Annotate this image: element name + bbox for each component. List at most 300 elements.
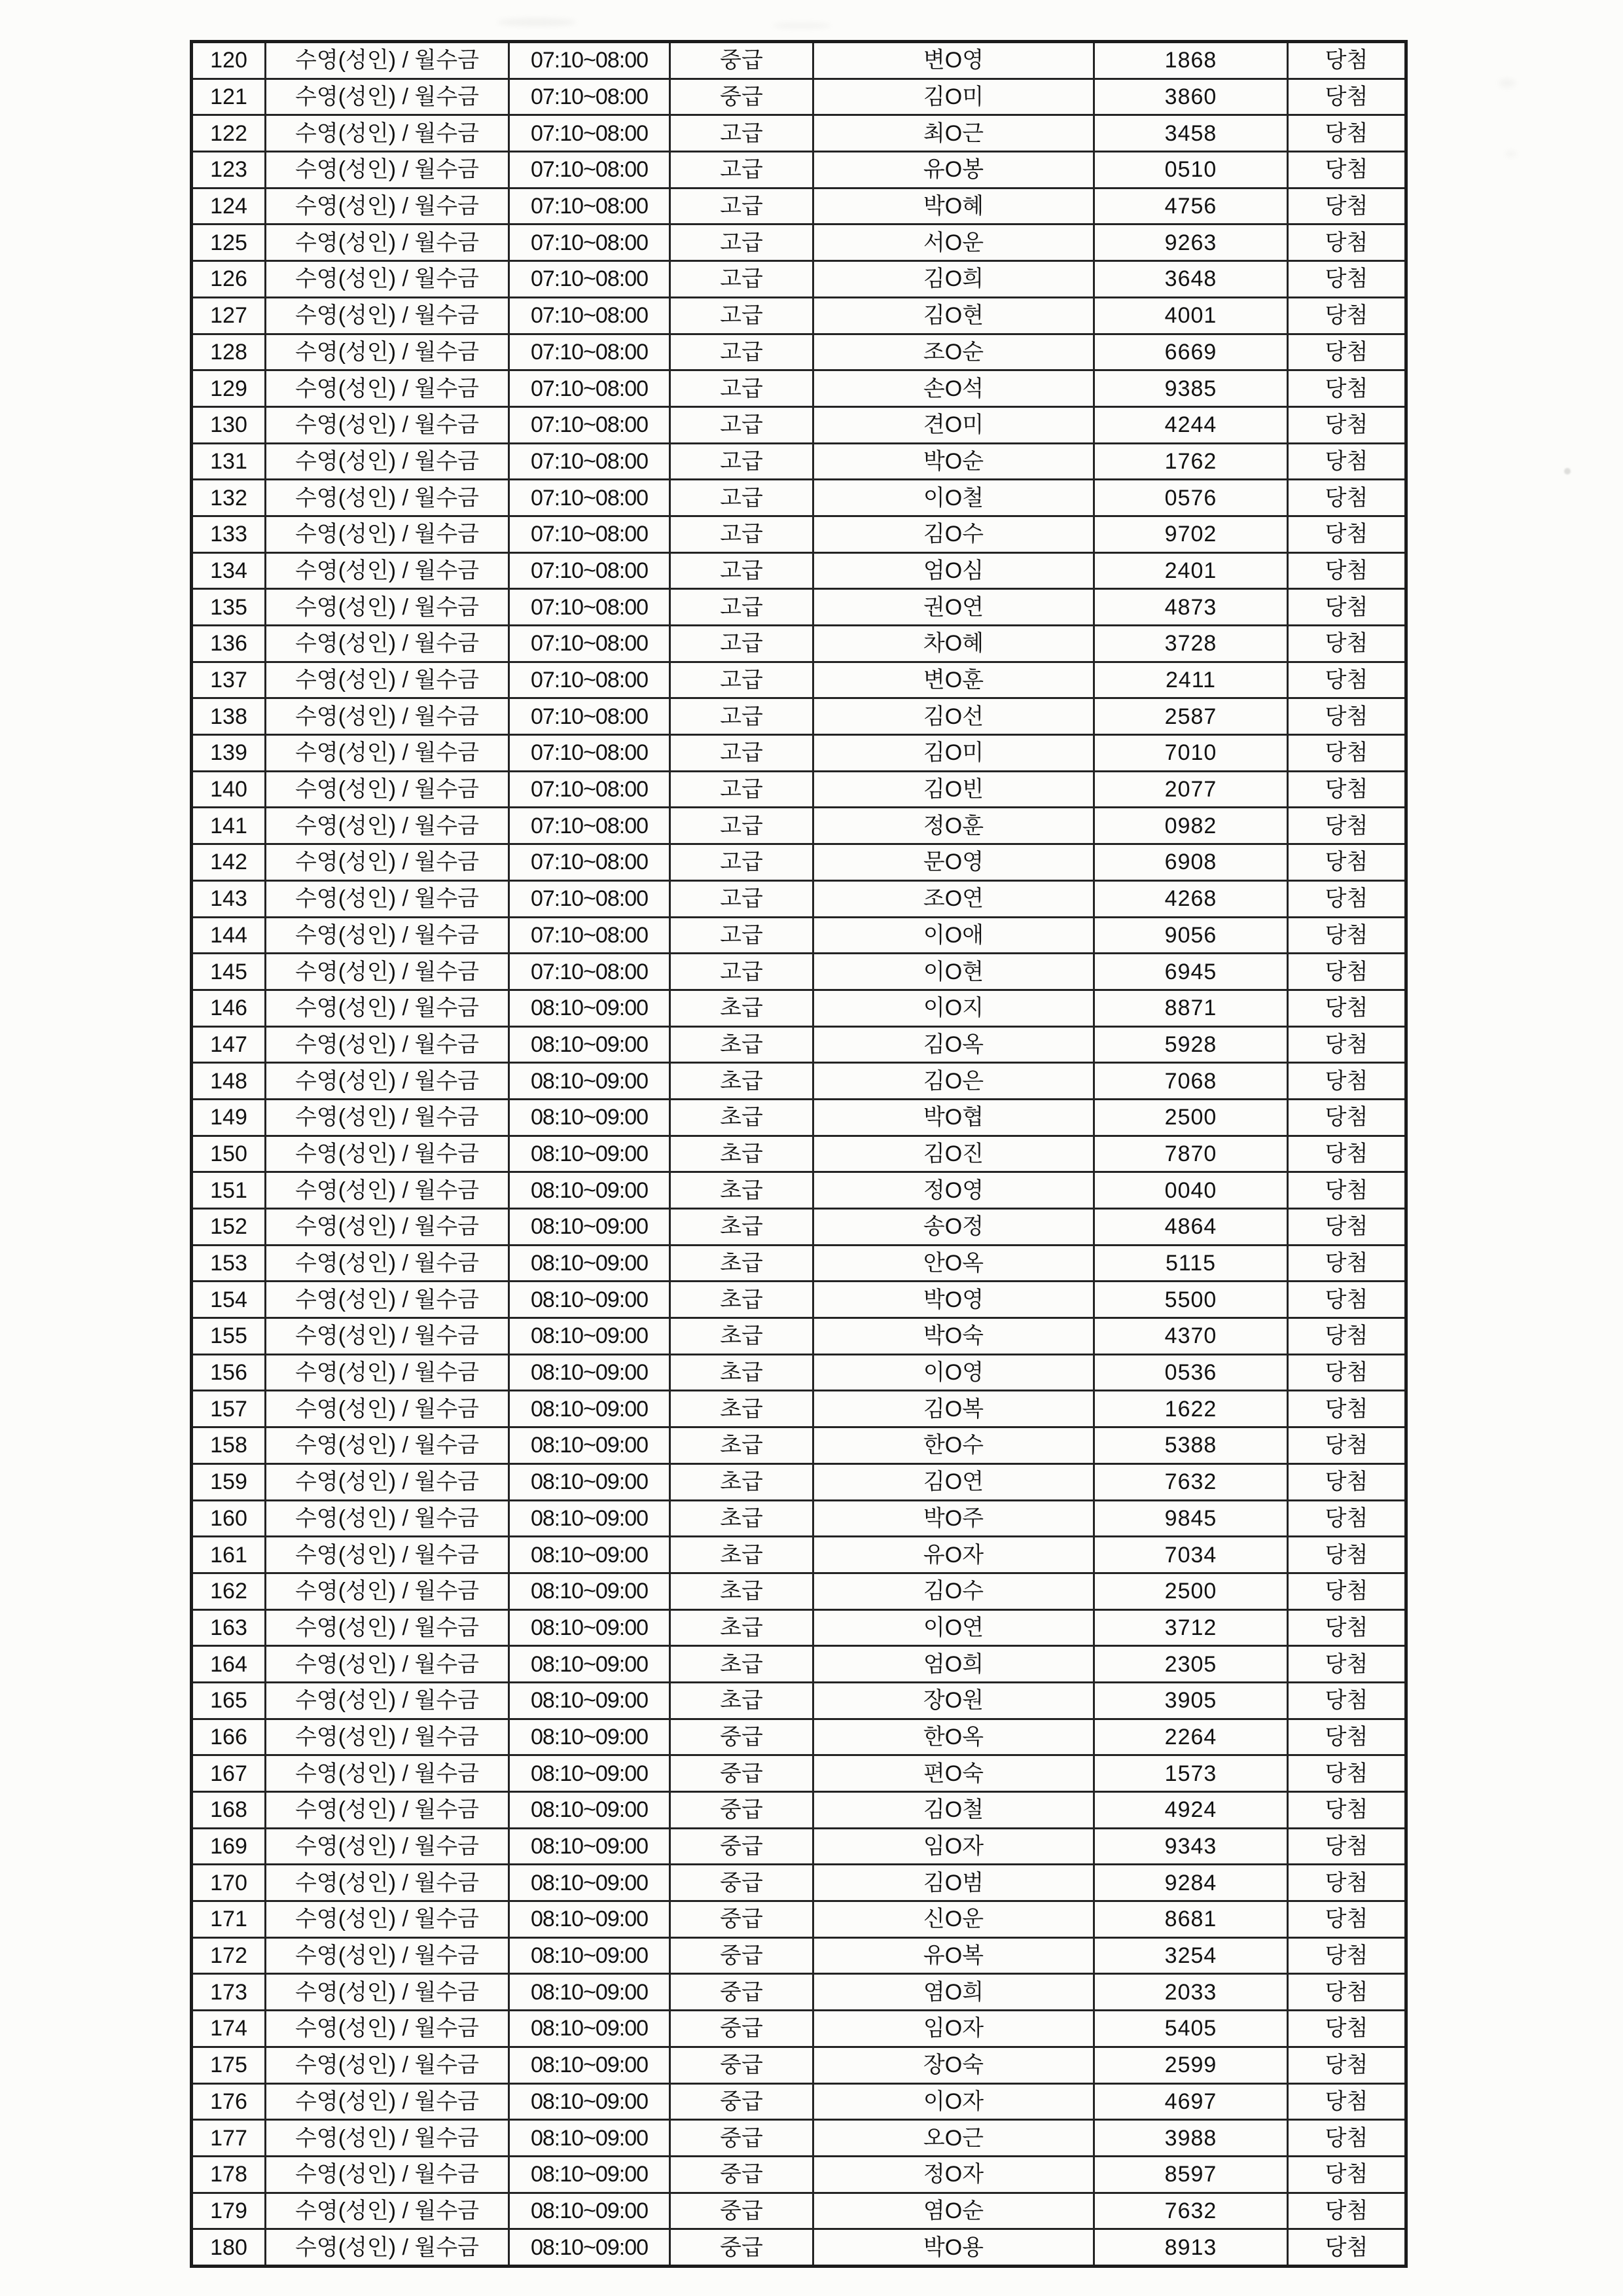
class-name-cell: 수영(성인) / 월수금 xyxy=(266,297,509,334)
table-row xyxy=(192,224,1406,261)
class-time-cell: 08:10~09:00 xyxy=(509,1865,670,1901)
class-name-cell: 수영(성인) / 월수금 xyxy=(266,1136,509,1172)
level-cell: 고급 xyxy=(670,297,813,334)
level-cell: 고급 xyxy=(670,771,813,808)
table-row xyxy=(192,1755,1406,1792)
ticket-number-cell: 0536 xyxy=(1094,1354,1288,1391)
ticket-number-cell: 3728 xyxy=(1094,626,1288,662)
applicant-name-cell: 송O정 xyxy=(813,1209,1094,1246)
ticket-number-cell: 2401 xyxy=(1094,552,1288,589)
class-name-cell: 수영(성인) / 월수금 xyxy=(266,2120,509,2157)
status-cell: 당첨 xyxy=(1288,2011,1406,2047)
class-time-cell: 07:10~08:00 xyxy=(509,771,670,808)
level-cell: 고급 xyxy=(670,443,813,480)
applicant-name-cell: 신O운 xyxy=(813,1901,1094,1938)
row-number-cell: 153 xyxy=(192,1245,266,1282)
row-number-cell: 142 xyxy=(192,844,266,881)
row-number-cell: 138 xyxy=(192,698,266,735)
table-row xyxy=(192,990,1406,1026)
class-name-cell: 수영(성인) / 월수금 xyxy=(266,2156,509,2193)
class-name-cell: 수영(성인) / 월수금 xyxy=(266,1682,509,1719)
ticket-number-cell: 6669 xyxy=(1094,334,1288,370)
row-number-cell: 146 xyxy=(192,990,266,1026)
row-number-cell: 175 xyxy=(192,2047,266,2083)
level-cell: 고급 xyxy=(670,480,813,516)
status-cell: 당첨 xyxy=(1288,1828,1406,1865)
level-cell: 고급 xyxy=(670,844,813,881)
applicant-name-cell: 한O옥 xyxy=(813,1719,1094,1755)
ticket-number-cell: 4873 xyxy=(1094,589,1288,626)
class-time-cell: 08:10~09:00 xyxy=(509,1136,670,1172)
status-cell: 당첨 xyxy=(1288,698,1406,735)
table-row xyxy=(192,188,1406,224)
status-cell: 당첨 xyxy=(1288,1537,1406,1573)
row-number-cell: 179 xyxy=(192,2193,266,2229)
applicant-name-cell: 권O연 xyxy=(813,589,1094,626)
table-row xyxy=(192,1937,1406,1974)
applicant-name-cell: 김O선 xyxy=(813,698,1094,735)
class-time-cell: 08:10~09:00 xyxy=(509,1391,670,1427)
table-row xyxy=(192,1172,1406,1209)
status-cell: 당첨 xyxy=(1288,1682,1406,1719)
status-cell: 당첨 xyxy=(1288,954,1406,990)
class-time-cell: 07:10~08:00 xyxy=(509,808,670,844)
class-name-cell: 수영(성인) / 월수금 xyxy=(266,42,509,79)
class-time-cell: 08:10~09:00 xyxy=(509,1828,670,1865)
applicant-name-cell: 엄O심 xyxy=(813,552,1094,589)
status-cell: 당첨 xyxy=(1288,2047,1406,2083)
ticket-number-cell: 9845 xyxy=(1094,1500,1288,1537)
table-row xyxy=(192,261,1406,298)
status-cell: 당첨 xyxy=(1288,42,1406,79)
row-number-cell: 154 xyxy=(192,1282,266,1318)
status-cell: 당첨 xyxy=(1288,1901,1406,1938)
class-name-cell: 수영(성인) / 월수금 xyxy=(266,771,509,808)
class-time-cell: 07:10~08:00 xyxy=(509,735,670,772)
level-cell: 고급 xyxy=(670,334,813,370)
status-cell: 당첨 xyxy=(1288,1245,1406,1282)
table-row xyxy=(192,844,1406,881)
class-time-cell: 07:10~08:00 xyxy=(509,480,670,516)
applicant-name-cell: 엄O희 xyxy=(813,1646,1094,1683)
class-name-cell: 수영(성인) / 월수금 xyxy=(266,1792,509,1829)
ticket-number-cell: 5500 xyxy=(1094,1282,1288,1318)
ticket-number-cell: 7632 xyxy=(1094,1463,1288,1500)
ticket-number-cell: 0576 xyxy=(1094,480,1288,516)
applicant-name-cell: 조O연 xyxy=(813,880,1094,917)
status-cell: 당첨 xyxy=(1288,662,1406,698)
class-time-cell: 08:10~09:00 xyxy=(509,1099,670,1136)
status-cell: 당첨 xyxy=(1288,771,1406,808)
level-cell: 중급 xyxy=(670,2083,813,2120)
class-time-cell: 07:10~08:00 xyxy=(509,406,670,443)
applicant-name-cell: 장O원 xyxy=(813,1682,1094,1719)
status-cell: 당첨 xyxy=(1288,917,1406,954)
ticket-number-cell: 0510 xyxy=(1094,152,1288,188)
ticket-number-cell: 5928 xyxy=(1094,1026,1288,1063)
row-number-cell: 169 xyxy=(192,1828,266,1865)
row-number-cell: 133 xyxy=(192,516,266,552)
class-name-cell: 수영(성인) / 월수금 xyxy=(266,1245,509,1282)
level-cell: 초급 xyxy=(670,1209,813,1246)
level-cell: 고급 xyxy=(670,261,813,298)
class-time-cell: 08:10~09:00 xyxy=(509,1682,670,1719)
row-number-cell: 177 xyxy=(192,2120,266,2157)
class-time-cell: 07:10~08:00 xyxy=(509,880,670,917)
table-row xyxy=(192,1573,1406,1609)
table-row xyxy=(192,1209,1406,1246)
class-time-cell: 08:10~09:00 xyxy=(509,1500,670,1537)
row-number-cell: 148 xyxy=(192,1063,266,1100)
ticket-number-cell: 7870 xyxy=(1094,1136,1288,1172)
table-row xyxy=(192,297,1406,334)
row-number-cell: 170 xyxy=(192,1865,266,1901)
class-name-cell: 수영(성인) / 월수금 xyxy=(266,735,509,772)
class-name-cell: 수영(성인) / 월수금 xyxy=(266,1719,509,1755)
ticket-number-cell: 1762 xyxy=(1094,443,1288,480)
level-cell: 고급 xyxy=(670,626,813,662)
row-number-cell: 159 xyxy=(192,1463,266,1500)
status-cell: 당첨 xyxy=(1288,990,1406,1026)
row-number-cell: 178 xyxy=(192,2156,266,2193)
applicant-name-cell: 차O혜 xyxy=(813,626,1094,662)
table-row xyxy=(192,552,1406,589)
level-cell: 고급 xyxy=(670,589,813,626)
class-time-cell: 08:10~09:00 xyxy=(509,1792,670,1829)
class-name-cell: 수영(성인) / 월수금 xyxy=(266,2011,509,2047)
class-name-cell: 수영(성인) / 월수금 xyxy=(266,880,509,917)
level-cell: 중급 xyxy=(670,2156,813,2193)
row-number-cell: 173 xyxy=(192,1974,266,2011)
class-name-cell: 수영(성인) / 월수금 xyxy=(266,370,509,407)
ticket-number-cell: 2305 xyxy=(1094,1646,1288,1683)
class-name-cell: 수영(성인) / 월수금 xyxy=(266,1427,509,1464)
class-time-cell: 07:10~08:00 xyxy=(509,224,670,261)
level-cell: 고급 xyxy=(670,516,813,552)
status-cell: 당첨 xyxy=(1288,626,1406,662)
scan-artifact xyxy=(497,18,576,26)
level-cell: 초급 xyxy=(670,1609,813,1646)
row-number-cell: 157 xyxy=(192,1391,266,1427)
class-time-cell: 08:10~09:00 xyxy=(509,1937,670,1974)
table-row xyxy=(192,2193,1406,2229)
class-name-cell: 수영(성인) / 월수금 xyxy=(266,480,509,516)
row-number-cell: 160 xyxy=(192,1500,266,1537)
class-name-cell: 수영(성인) / 월수금 xyxy=(266,443,509,480)
level-cell: 고급 xyxy=(670,188,813,224)
winners-table xyxy=(190,40,1408,2268)
class-time-cell: 07:10~08:00 xyxy=(509,152,670,188)
ticket-number-cell: 2033 xyxy=(1094,1974,1288,2011)
class-name-cell: 수영(성인) / 월수금 xyxy=(266,1172,509,1209)
class-name-cell: 수영(성인) / 월수금 xyxy=(266,808,509,844)
applicant-name-cell: 최O근 xyxy=(813,115,1094,152)
class-time-cell: 08:10~09:00 xyxy=(509,2193,670,2229)
status-cell: 당첨 xyxy=(1288,880,1406,917)
class-time-cell: 07:10~08:00 xyxy=(509,443,670,480)
class-time-cell: 08:10~09:00 xyxy=(509,1974,670,2011)
status-cell: 당첨 xyxy=(1288,370,1406,407)
applicant-name-cell: 임O자 xyxy=(813,2011,1094,2047)
applicant-name-cell: 김O은 xyxy=(813,1063,1094,1100)
class-time-cell: 07:10~08:00 xyxy=(509,334,670,370)
class-name-cell: 수영(성인) / 월수금 xyxy=(266,626,509,662)
status-cell: 당첨 xyxy=(1288,1172,1406,1209)
class-time-cell: 08:10~09:00 xyxy=(509,2156,670,2193)
row-number-cell: 126 xyxy=(192,261,266,298)
level-cell: 초급 xyxy=(670,1099,813,1136)
status-cell: 당첨 xyxy=(1288,1463,1406,1500)
table-row xyxy=(192,917,1406,954)
class-name-cell: 수영(성인) / 월수금 xyxy=(266,1828,509,1865)
applicant-name-cell: 김O수 xyxy=(813,516,1094,552)
class-time-cell: 08:10~09:00 xyxy=(509,1026,670,1063)
class-time-cell: 07:10~08:00 xyxy=(509,516,670,552)
status-cell: 당첨 xyxy=(1288,1209,1406,1246)
class-time-cell: 07:10~08:00 xyxy=(509,188,670,224)
class-time-cell: 08:10~09:00 xyxy=(509,1245,670,1282)
applicant-name-cell: 김O진 xyxy=(813,1136,1094,1172)
applicant-name-cell: 서O운 xyxy=(813,224,1094,261)
applicant-name-cell: 김O범 xyxy=(813,1865,1094,1901)
row-number-cell: 137 xyxy=(192,662,266,698)
status-cell: 당첨 xyxy=(1288,2120,1406,2157)
status-cell: 당첨 xyxy=(1288,1099,1406,1136)
ticket-number-cell: 5388 xyxy=(1094,1427,1288,1464)
class-name-cell: 수영(성인) / 월수금 xyxy=(266,662,509,698)
level-cell: 초급 xyxy=(670,1682,813,1719)
table-row xyxy=(192,771,1406,808)
row-number-cell: 150 xyxy=(192,1136,266,1172)
status-cell: 당첨 xyxy=(1288,1865,1406,1901)
class-name-cell: 수영(성인) / 월수금 xyxy=(266,1318,509,1355)
row-number-cell: 165 xyxy=(192,1682,266,1719)
ticket-number-cell: 9385 xyxy=(1094,370,1288,407)
table-row xyxy=(192,626,1406,662)
applicant-name-cell: 문O영 xyxy=(813,844,1094,881)
level-cell: 초급 xyxy=(670,1063,813,1100)
status-cell: 당첨 xyxy=(1288,224,1406,261)
class-time-cell: 08:10~09:00 xyxy=(509,1172,670,1209)
level-cell: 중급 xyxy=(670,1828,813,1865)
class-name-cell: 수영(성인) / 월수금 xyxy=(266,1099,509,1136)
table-row xyxy=(192,443,1406,480)
applicant-name-cell: 임O자 xyxy=(813,1828,1094,1865)
table-row xyxy=(192,1427,1406,1464)
ticket-number-cell: 3712 xyxy=(1094,1609,1288,1646)
level-cell: 초급 xyxy=(670,1537,813,1573)
ticket-number-cell: 5405 xyxy=(1094,2011,1288,2047)
ticket-number-cell: 9343 xyxy=(1094,1828,1288,1865)
ticket-number-cell: 5115 xyxy=(1094,1245,1288,1282)
class-time-cell: 08:10~09:00 xyxy=(509,1573,670,1609)
level-cell: 중급 xyxy=(670,2047,813,2083)
table-row xyxy=(192,1026,1406,1063)
level-cell: 중급 xyxy=(670,1901,813,1938)
class-name-cell: 수영(성인) / 월수금 xyxy=(266,516,509,552)
class-name-cell: 수영(성인) / 월수금 xyxy=(266,115,509,152)
level-cell: 고급 xyxy=(670,808,813,844)
applicant-name-cell: 유O복 xyxy=(813,1937,1094,1974)
table-row xyxy=(192,370,1406,407)
level-cell: 고급 xyxy=(670,370,813,407)
table-row xyxy=(192,2229,1406,2267)
class-name-cell: 수영(성인) / 월수금 xyxy=(266,1537,509,1573)
row-number-cell: 144 xyxy=(192,917,266,954)
level-cell: 초급 xyxy=(670,1391,813,1427)
class-name-cell: 수영(성인) / 월수금 xyxy=(266,1500,509,1537)
level-cell: 초급 xyxy=(670,1646,813,1683)
status-cell: 당첨 xyxy=(1288,552,1406,589)
applicant-name-cell: 조O순 xyxy=(813,334,1094,370)
level-cell: 고급 xyxy=(670,880,813,917)
class-time-cell: 08:10~09:00 xyxy=(509,1209,670,1246)
row-number-cell: 155 xyxy=(192,1318,266,1355)
status-cell: 당첨 xyxy=(1288,735,1406,772)
class-name-cell: 수영(성인) / 월수금 xyxy=(266,1391,509,1427)
level-cell: 중급 xyxy=(670,2229,813,2267)
table-row xyxy=(192,1463,1406,1500)
applicant-name-cell: 이O철 xyxy=(813,480,1094,516)
class-name-cell: 수영(성인) / 월수금 xyxy=(266,1865,509,1901)
applicant-name-cell: 이O영 xyxy=(813,1354,1094,1391)
ticket-number-cell: 1622 xyxy=(1094,1391,1288,1427)
status-cell: 당첨 xyxy=(1288,1792,1406,1829)
row-number-cell: 167 xyxy=(192,1755,266,1792)
applicant-name-cell: 정O훈 xyxy=(813,808,1094,844)
applicant-name-cell: 김O철 xyxy=(813,1792,1094,1829)
level-cell: 고급 xyxy=(670,917,813,954)
row-number-cell: 176 xyxy=(192,2083,266,2120)
status-cell: 당첨 xyxy=(1288,1500,1406,1537)
applicant-name-cell: 손O석 xyxy=(813,370,1094,407)
status-cell: 당첨 xyxy=(1288,2083,1406,2120)
status-cell: 당첨 xyxy=(1288,1282,1406,1318)
row-number-cell: 171 xyxy=(192,1901,266,1938)
level-cell: 고급 xyxy=(670,224,813,261)
status-cell: 당첨 xyxy=(1288,1427,1406,1464)
class-name-cell: 수영(성인) / 월수금 xyxy=(266,2047,509,2083)
class-time-cell: 08:10~09:00 xyxy=(509,1755,670,1792)
status-cell: 당첨 xyxy=(1288,1026,1406,1063)
class-name-cell: 수영(성인) / 월수금 xyxy=(266,917,509,954)
applicant-name-cell: 정O영 xyxy=(813,1172,1094,1209)
table-row xyxy=(192,735,1406,772)
scan-artifact xyxy=(1499,79,1516,88)
status-cell: 당첨 xyxy=(1288,1609,1406,1646)
table-row xyxy=(192,79,1406,115)
winners-table-body xyxy=(192,42,1406,2267)
applicant-name-cell: 박O순 xyxy=(813,443,1094,480)
status-cell: 당첨 xyxy=(1288,1937,1406,1974)
table-row xyxy=(192,1828,1406,1865)
class-time-cell: 07:10~08:00 xyxy=(509,698,670,735)
class-time-cell: 07:10~08:00 xyxy=(509,370,670,407)
applicant-name-cell: 박O용 xyxy=(813,2229,1094,2267)
status-cell: 당첨 xyxy=(1288,480,1406,516)
status-cell: 당첨 xyxy=(1288,589,1406,626)
class-time-cell: 07:10~08:00 xyxy=(509,79,670,115)
status-cell: 당첨 xyxy=(1288,1354,1406,1391)
table-row xyxy=(192,1318,1406,1355)
class-name-cell: 수영(성인) / 월수금 xyxy=(266,2083,509,2120)
ticket-number-cell: 0040 xyxy=(1094,1172,1288,1209)
applicant-name-cell: 한O수 xyxy=(813,1427,1094,1464)
table-row xyxy=(192,516,1406,552)
level-cell: 중급 xyxy=(670,1755,813,1792)
status-cell: 당첨 xyxy=(1288,2229,1406,2267)
row-number-cell: 135 xyxy=(192,589,266,626)
table-row xyxy=(192,2083,1406,2120)
row-number-cell: 147 xyxy=(192,1026,266,1063)
ticket-number-cell: 3988 xyxy=(1094,2120,1288,2157)
ticket-number-cell: 4244 xyxy=(1094,406,1288,443)
class-time-cell: 07:10~08:00 xyxy=(509,626,670,662)
ticket-number-cell: 4924 xyxy=(1094,1792,1288,1829)
ticket-number-cell: 7010 xyxy=(1094,735,1288,772)
row-number-cell: 162 xyxy=(192,1573,266,1609)
ticket-number-cell: 9702 xyxy=(1094,516,1288,552)
row-number-cell: 125 xyxy=(192,224,266,261)
applicant-name-cell: 박O영 xyxy=(813,1282,1094,1318)
row-number-cell: 166 xyxy=(192,1719,266,1755)
ticket-number-cell: 4864 xyxy=(1094,1209,1288,1246)
applicant-name-cell: 장O숙 xyxy=(813,2047,1094,2083)
applicant-name-cell: 김O현 xyxy=(813,297,1094,334)
ticket-number-cell: 8913 xyxy=(1094,2229,1288,2267)
scan-artifact xyxy=(1564,468,1571,475)
table-row xyxy=(192,662,1406,698)
ticket-number-cell: 6908 xyxy=(1094,844,1288,881)
status-cell: 당첨 xyxy=(1288,1974,1406,2011)
class-name-cell: 수영(성인) / 월수금 xyxy=(266,188,509,224)
applicant-name-cell: 유O봉 xyxy=(813,152,1094,188)
ticket-number-cell: 7034 xyxy=(1094,1537,1288,1573)
level-cell: 초급 xyxy=(670,1354,813,1391)
ticket-number-cell: 2411 xyxy=(1094,662,1288,698)
row-number-cell: 164 xyxy=(192,1646,266,1683)
class-time-cell: 07:10~08:00 xyxy=(509,42,670,79)
row-number-cell: 158 xyxy=(192,1427,266,1464)
status-cell: 당첨 xyxy=(1288,115,1406,152)
ticket-number-cell: 4268 xyxy=(1094,880,1288,917)
applicant-name-cell: 변O영 xyxy=(813,42,1094,79)
class-name-cell: 수영(성인) / 월수금 xyxy=(266,1573,509,1609)
applicant-name-cell: 이O지 xyxy=(813,990,1094,1026)
row-number-cell: 140 xyxy=(192,771,266,808)
status-cell: 당첨 xyxy=(1288,2156,1406,2193)
class-time-cell: 07:10~08:00 xyxy=(509,115,670,152)
row-number-cell: 127 xyxy=(192,297,266,334)
applicant-name-cell: 김O복 xyxy=(813,1391,1094,1427)
table-row xyxy=(192,152,1406,188)
level-cell: 중급 xyxy=(670,79,813,115)
level-cell: 초급 xyxy=(670,1318,813,1355)
class-time-cell: 07:10~08:00 xyxy=(509,589,670,626)
level-cell: 중급 xyxy=(670,1865,813,1901)
ticket-number-cell: 7632 xyxy=(1094,2193,1288,2229)
table-row xyxy=(192,1500,1406,1537)
table-row xyxy=(192,1537,1406,1573)
ticket-number-cell: 8681 xyxy=(1094,1901,1288,1938)
ticket-number-cell: 4756 xyxy=(1094,188,1288,224)
ticket-number-cell: 3860 xyxy=(1094,79,1288,115)
applicant-name-cell: 이O애 xyxy=(813,917,1094,954)
ticket-number-cell: 4001 xyxy=(1094,297,1288,334)
level-cell: 중급 xyxy=(670,2193,813,2229)
table-row xyxy=(192,1865,1406,1901)
table-row xyxy=(192,1646,1406,1683)
